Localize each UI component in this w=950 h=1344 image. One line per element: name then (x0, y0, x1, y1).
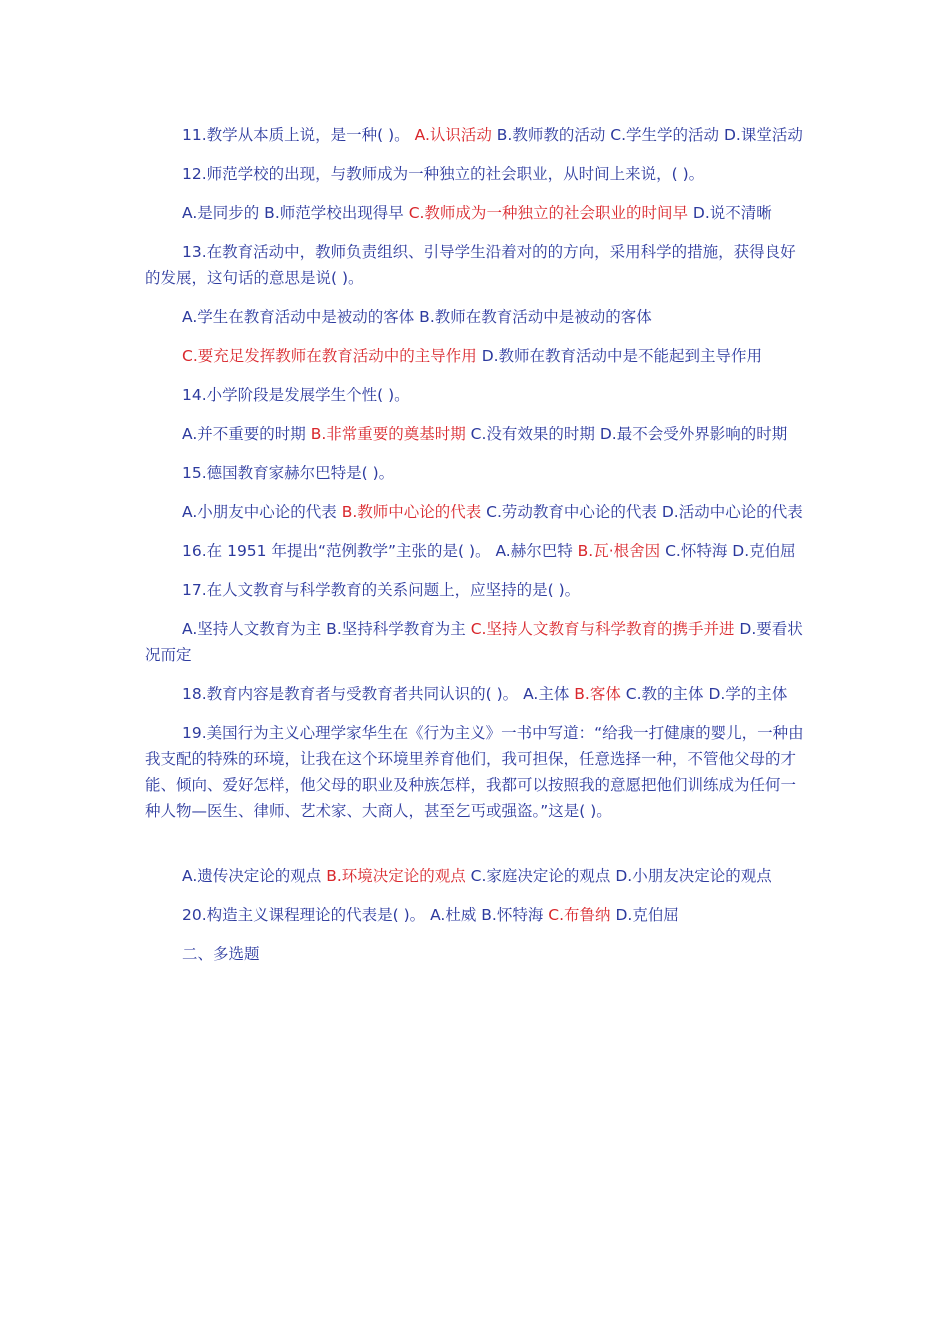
question-text: 16.在 1951 年提出“范例教学”主张的是( )。 A.赫尔巴特 (182, 542, 578, 560)
question-text: C.家庭决定论的观点 D.小朋友决定论的观点 (465, 867, 772, 885)
question-text: C.没有效果的时期 D.最不会受外界影响的时期 (465, 425, 788, 443)
question-paragraph (145, 720, 810, 824)
question-text: B.教师教的活动 C.学生学的活动 D.课堂活动 (491, 126, 803, 144)
question-paragraph (145, 239, 810, 291)
question-text: A.坚持人文教育为主 B.坚持科学教育为主 (182, 620, 471, 638)
answer-text: C.教师成为一种独立的社会职业的时间早 (408, 204, 688, 222)
question-text: 12.师范学校的出现，与教师成为一种独立的社会职业，从时间上来说，( )。 (182, 165, 705, 183)
question-text: 18.教育内容是教育者与受教育者共同认识的( )。 A.主体 (182, 685, 575, 703)
question-text: A.是同步的 B.师范学校出现得早 (182, 204, 409, 222)
question-text: 17.在人文教育与科学教育的关系问题上，应坚持的是( )。 (182, 581, 581, 599)
answer-text: C.布鲁纳 (548, 906, 611, 924)
question-text: A.并不重要的时期 (182, 425, 311, 443)
question-text: 15.德国教育家赫尔巴特是( )。 (182, 464, 395, 482)
answer-text: B.非常重要的奠基时期 (310, 425, 466, 443)
question-paragraph (145, 577, 810, 603)
answer-text: B.教师中心论的代表 (341, 503, 482, 521)
question-text: C.怀特海 D.克伯屈 (660, 542, 796, 560)
question-text: 14.小学阶段是发展学生个性( )。 (182, 386, 410, 404)
answer-text: A.认识活动 (414, 126, 492, 144)
question-text: 13.在教育活动中，教师负责组织、引导学生沿着对的的方向，采用科学的措施，获得良好的发展，这句话的意思是说( )。 (145, 243, 796, 287)
question-text: 20.构造主义课程理论的代表是( )。 A.杜威 B.怀特海 (182, 906, 549, 924)
question-text: D.说不清晰 (687, 204, 772, 222)
question-text: A.学生在教育活动中是被动的客体 B.教师在教育活动中是被动的客体 (182, 308, 652, 326)
question-paragraph (145, 122, 810, 148)
question-paragraph (145, 343, 810, 369)
question-paragraph (145, 304, 810, 330)
question-paragraph (145, 460, 810, 486)
answer-text: B.环境决定论的观点 (326, 867, 466, 885)
question-text: D.克伯屈 (610, 906, 679, 924)
question-text: 11.教学从本质上说，是一种( )。 (182, 126, 415, 144)
question-paragraph (145, 200, 810, 226)
question-text: D.要看状况而定 (145, 620, 803, 664)
question-list (145, 122, 810, 980)
answer-text: B.瓦·根舍因 (577, 542, 661, 560)
question-text: D.教师在教育活动中是不能起到主导作用 (476, 347, 763, 365)
question-text: 二、多选题 (182, 945, 260, 963)
question-paragraph (145, 161, 810, 187)
question-paragraph (145, 382, 810, 408)
question-paragraph (145, 902, 810, 928)
question-text: A.遗传决定论的观点 (182, 867, 327, 885)
question-paragraph (145, 421, 810, 447)
question-text: A.小朋友中心论的代表 (182, 503, 342, 521)
question-paragraph (145, 681, 810, 707)
answer-text: C.坚持人文教育与科学教育的携手并进 (470, 620, 735, 638)
question-paragraph (145, 863, 810, 889)
question-paragraph (145, 499, 810, 525)
question-text: C.劳动教育中心论的代表 D.活动中心论的代表 (481, 503, 803, 521)
question-text: 19.美国行为主义心理学家华生在《行为主义》一书中写道：“给我一打健康的婴儿，一种由我支配的特殊的环境，让我在这个环境里养育他们，我可担保，任意选择一种，不管他父母的才能、倾向、爱好怎样，他父母的职业及种族怎样，我都可以按照我的意愿把他们训练成为任何一种人物—医生、律师、艺术家、大商人，甚至乞丐或强盗。”这是( )。 (145, 724, 804, 820)
answer-text: B.客体 (574, 685, 621, 703)
question-paragraph (145, 941, 810, 967)
question-paragraph (145, 616, 810, 668)
question-text: C.教的主体 D.学的主体 (620, 685, 788, 703)
question-paragraph (145, 538, 810, 564)
answer-text: C.要充足发挥教师在教育活动中的主导作用 (182, 347, 477, 365)
